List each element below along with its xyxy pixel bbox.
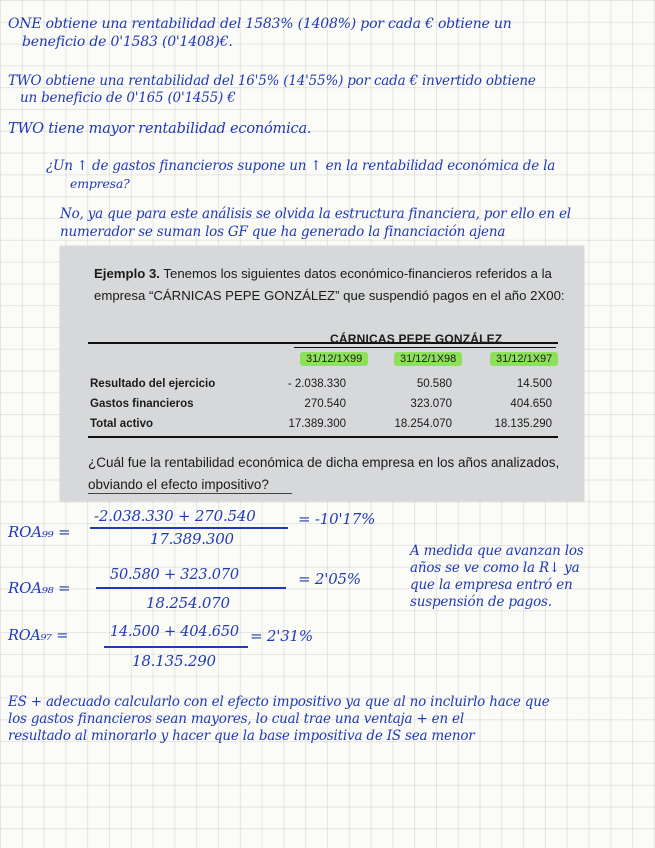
row-label-activo: Total activo (90, 418, 154, 430)
date-1x99: 31/12/1X99 (300, 352, 368, 366)
example-photo (60, 246, 584, 501)
note-one-line1: ONE obtiene una rentabilidad del 1583% (1408%) por cada € obtiene un (8, 16, 512, 32)
table-title: CÁRNICAS PEPE GONZÁLEZ (330, 332, 503, 346)
roa99-numerator: -2.038.330 + 270.540 (94, 507, 256, 525)
roa98-denominator: 18.254.070 (146, 594, 230, 612)
cell-resultado-99: - 2.038.330 (287, 378, 346, 390)
conclusion-line1: ES + adecuado calcularlo con el efecto impositivo ya que al no incluirlo hace que (8, 694, 550, 710)
side-note-line2: años se ve como la R↓ ya (410, 560, 580, 576)
table-bottom-rule (88, 436, 558, 438)
side-note-line1: A medida que avanzan los (410, 543, 584, 559)
date-1x97: 31/12/1X97 (490, 352, 558, 366)
roa98-numerator: 50.580 + 323.070 (110, 567, 239, 583)
note-question-line1: ¿Un ↑ de gastos financieros supone un ↑ en la rentabilidad económica de la (46, 158, 556, 174)
example-question-line2: obviando el efecto impositivo? (88, 477, 269, 492)
cell-resultado-98: 50.580 (416, 378, 452, 390)
example-question-line1: ¿Cuál fue la rentabilidad económica de dicha empresa en los años analizados, (88, 455, 560, 470)
note-answer-line1: No, ya que para este análisis se olvida la estructura financiera, por ello en el (60, 206, 571, 222)
table-title-rule (294, 347, 556, 348)
roa97-numerator: 14.500 + 404.650 (110, 624, 239, 640)
cell-gastos-98: 323.070 (410, 398, 452, 410)
roa98-label: ROA₉₈ = (8, 579, 71, 597)
roa97-denominator: 18.135.290 (132, 652, 216, 670)
roa97-fraction-bar (104, 646, 248, 648)
note-one-line2: beneficio de 0'1583 (0'1408)€. (22, 34, 233, 50)
cell-activo-98: 18.254.070 (394, 418, 452, 430)
cell-activo-99: 17.389.300 (288, 418, 346, 430)
example-intro-text: Tenemos los siguientes datos económico-financieros referidos a la empresa “CÁRNICAS PEPE GONZÁLEZ” que suspendió pagos en el año 2X00: (94, 266, 565, 303)
cell-activo-97: 18.135.290 (494, 418, 552, 430)
roa99-label: ROA₉₉ = (8, 523, 71, 541)
roa99-fraction-bar (90, 527, 288, 529)
example-intro (94, 263, 566, 307)
note-answer-line2: numerador se suman los GF que ha generado la financiación ajena (60, 224, 506, 240)
example-intro-bold: Ejemplo 3. (94, 266, 160, 281)
note-two-higher: TWO tiene mayor rentabilidad económica. (8, 121, 312, 137)
cell-resultado-97: 14.500 (516, 378, 552, 390)
note-two-line1: TWO obtiene una rentabilidad del 16'5% (14'55%) por cada € invertido obtiene (8, 73, 536, 89)
row-label-resultado: Resultado del ejercicio (90, 378, 216, 390)
roa98-result: = 2'05% (298, 570, 361, 588)
cell-gastos-97: 404.650 (510, 398, 552, 410)
roa97-label: ROA₉₇ = (8, 628, 69, 644)
note-two-line2: un beneficio de 0'165 (0'1455) € (20, 90, 236, 106)
roa98-fraction-bar (96, 587, 286, 589)
question-underline (88, 493, 292, 494)
side-note-line3: que la empresa entró en (410, 577, 573, 593)
note-question-line2: empresa? (70, 176, 130, 191)
roa97-result: = 2'31% (250, 627, 313, 645)
side-note-line4: suspensión de pagos. (410, 594, 552, 610)
roa99-denominator: 17.389.300 (150, 530, 234, 548)
date-1x98: 31/12/1X98 (394, 352, 462, 366)
cell-gastos-99: 270.540 (304, 398, 346, 410)
conclusion-line3: resultado al minorarlo y hacer que la base impositiva de IS sea menor (8, 728, 475, 744)
conclusion-line2: los gastos financieros sean mayores, lo cual trae una ventaja + en el (8, 711, 464, 727)
row-label-gastos: Gastos financieros (90, 398, 194, 410)
example-question (88, 452, 568, 496)
roa99-result: = -10'17% (298, 510, 376, 528)
